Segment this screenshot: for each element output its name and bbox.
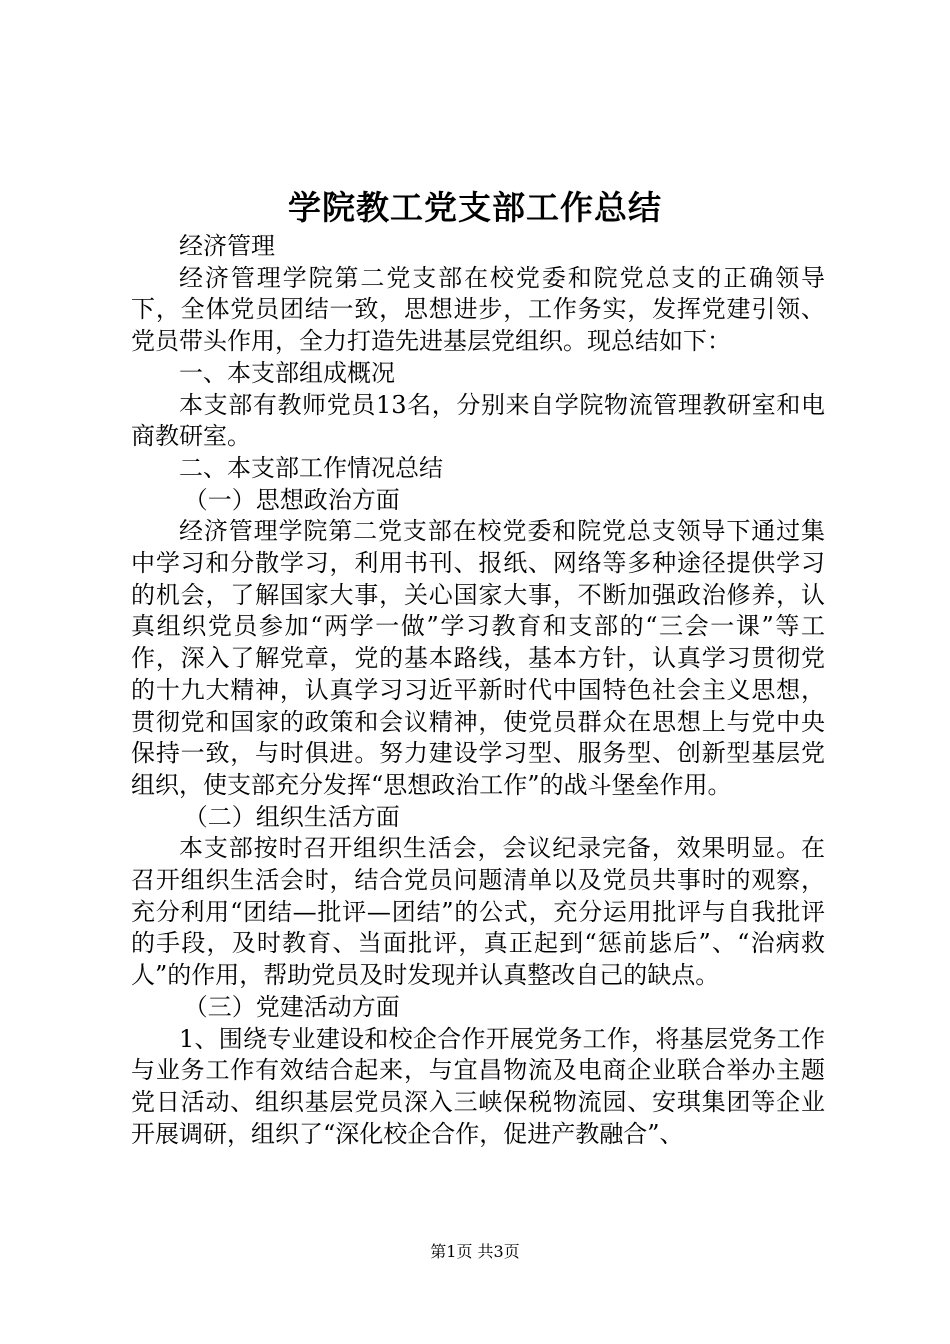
department-line: 经济管理 (179, 232, 275, 260)
ideology-paragraph: 经济管理学院第二党支部在校党委和院党总支领导下通过集中学习和分散学习，利用书刊、报纸、网络等多种途径提供学习的机会，了解国家大事，关心国家大事，不断加强政治修养，认真组织党员参加“两学一做”学习教育和支部的“三会一课”等工作，深入了解党章，党的基本路线，基本方针，认真学习贯彻党的十九大精神，认真学习习近平新时代中国特色社会主义思想，贯彻党和国家的政策和会议精神，使党员群众在思想上与党中央保持一致，与时俱进。努力建设学习型、服务型、创新型基层党组织，使支部充分发挥“思想政治工作”的战斗堡垒作用。 (131, 517, 825, 799)
section-heading-2: 二、本支部工作情况总结 (179, 453, 443, 482)
subsection-heading-3: （三）党建活动方面 (183, 992, 400, 1021)
subsection-heading-2: （二）组织生活方面 (183, 802, 400, 831)
intro-paragraph: 经济管理学院第二党支部在校党委和院党总支的正确领导下，全体党员团结一致，思想进步，工作务实，发挥党建引领、党员带头作用，全力打造先进基层党组织。现总结如下： (131, 263, 825, 356)
section-heading-1: 一、本支部组成概况 (179, 358, 395, 387)
page-footer: 第1页 共3页 (430, 1242, 520, 1261)
activities-paragraph: 1、围绕专业建设和校企合作开展党务工作，将基层党务工作与业务工作有效结合起来，与宜昌物流及电商企业联合举办主题党日活动、组织基层党员深入三峡保税物流园、安琪集团等企业开展调研，组织了“深化校企合作，促进产教融合”、 (131, 1024, 825, 1148)
document-title: 学院教工党支部工作总结 (288, 188, 662, 227)
composition-paragraph: 本支部有教师党员13名，分别来自学院物流管理教研室和电商教研室。 (131, 390, 825, 451)
organization-paragraph: 本支部按时召开组织生活会，会议纪录完备，效果明显。在召开组织生活会时，结合党员问题清单以及党员共事时的观察，充分利用“团结—批评—团结”的公式，充分运用批评与自我批评的手段，及时教育、当面批评，真正起到“惩前毖后”、“治病救人”的作用，帮助党员及时发现并认真整改自己的缺点。 (131, 834, 825, 990)
document-body (131, 231, 825, 1150)
subsection-heading-1: （一）思想政治方面 (183, 485, 400, 514)
